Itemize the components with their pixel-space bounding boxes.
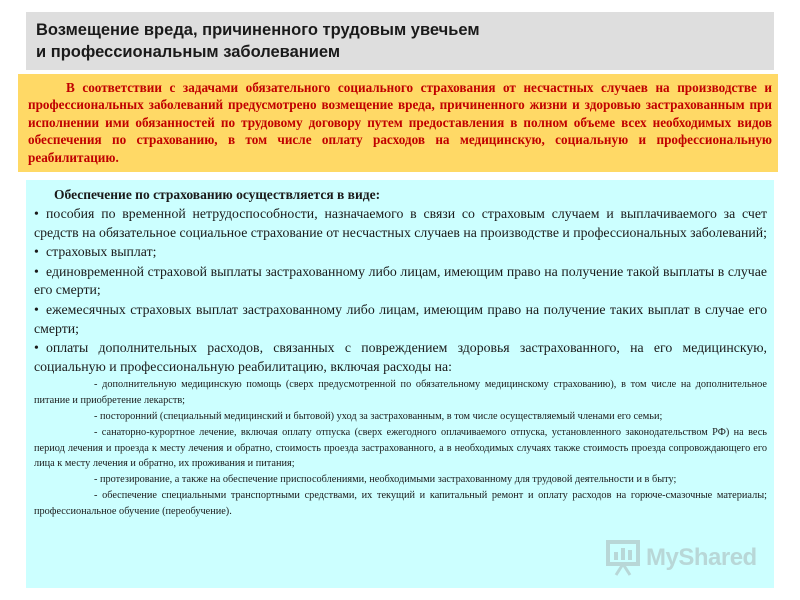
bullet-icon: •: [34, 301, 39, 317]
sub-item: - санаторно-курортное лечение, включая оплату отпуска (сверх ежегодного оплачиваемого отпуска, установленного законодательством РФ) на весь период лечения и проезда к месту лечения и обратно, стоимость проезда застрахованного, а в необходимых случаях также стоимость проезда сопровождающего его лица к месту лечения и обратно, их проживания и питания;: [34, 426, 767, 470]
sub-item: - посторонний (специальный медицинский и бытовой) уход за застрахованным, в том числе осуществляемый членами его семьи;: [94, 410, 663, 422]
sub-item: - обеспечение специальными транспортными средствами, их текущий и капитальный ремонт и оплату расходов на горюче-смазочные материалы; профессиональное обучение (переобучение).: [34, 489, 767, 517]
title-box: [26, 12, 774, 70]
bullet-text: ежемесячных страховых выплат застрахованному либо лицам, имеющим право на получение таких выплат в случае его смерти;: [34, 301, 767, 336]
sub-item: - протезирование, а также на обеспечение приспособлениями, необходимыми застрахованному для трудовой деятельности и в быту;: [94, 474, 677, 486]
main-box: [26, 180, 774, 588]
main-heading: Обеспечение по страхованию осуществляется в виде:: [54, 187, 381, 202]
intro-box: [18, 74, 778, 172]
bullet-text: страховых выплат;: [46, 244, 157, 260]
bullet-text: единовременной страховой выплаты застрахованному либо лицам, имеющим право на получение такой выплаты в случае его смерти;: [34, 263, 767, 298]
page-title-line-2: и профессиональным заболеванием: [36, 43, 341, 61]
bullet-item: [34, 205, 767, 242]
watermark-text: MyShared: [646, 544, 757, 571]
intro-paragraph: В соответствии с задачами обязательного социального страхования от несчастных случаев на производстве и профессиональных заболеваний предусмотрено возмещение вреда, причиненного жизни и здоровью застрахованным при исполнении ими обязанностей по трудовому договору путем предоставления в полном объеме всех необходимых видов обеспечения по страхованию, в том числе оплату расходов на медицинскую, социальную и профессиональную реабилитацию.: [28, 80, 772, 165]
sub-item: - дополнительную медицинскую помощь (сверх предусмотренной по обязательному медицинскому страхованию), в том числе на дополнительное питание и приобретение лекарств;: [34, 379, 767, 407]
bullet-icon: •: [34, 263, 39, 279]
bullet-text: оплаты дополнительных расходов, связанных с повреждением здоровья застрахованного, на его медицинскую, социальную и профессиональную реабилитацию, включая расходы на:: [34, 340, 767, 374]
page-title-line-1: Возмещение вреда, причиненного трудовым увечьем: [36, 21, 480, 39]
bullet-icon: •: [34, 206, 39, 221]
bullet-item: [34, 243, 767, 262]
bullet-item: [34, 301, 767, 338]
bullet-icon: •: [34, 244, 39, 260]
bullet-icon: •: [34, 340, 39, 356]
bullet-item: [34, 263, 767, 300]
bullet-item: [34, 339, 767, 376]
bullet-text: пособия по временной нетрудоспособности, назначаемого в связи со страховым случаем и выплачиваемого за счет средств на обязательное социальное страхование от несчастных случаев на производстве и профессиональных заболеваний;: [34, 206, 767, 240]
